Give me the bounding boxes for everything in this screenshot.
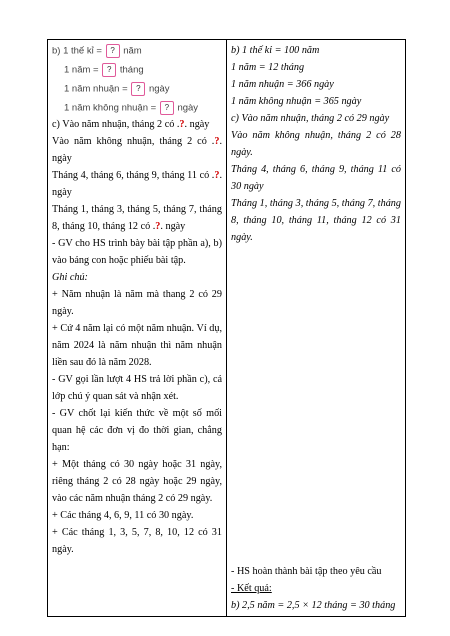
results-label: - Kết quả: xyxy=(231,583,272,594)
note-item-2: + Cứ 4 năm lại có một năm nhuận. Ví dụ, năm 2024 là năm nhuận thì năm nhuận liền sau đó là năm 2028. xyxy=(52,323,222,368)
question-c-30days: Tháng 4, tháng 6, tháng 9, tháng 11 có .?. ngày xyxy=(52,170,222,198)
answer-year: 1 năm = 12 tháng xyxy=(231,62,305,73)
answers-block xyxy=(231,42,401,246)
answer-c-30days: Tháng 4, tháng 6, tháng 9, tháng 11 có 30 ngày xyxy=(231,164,401,192)
note-item-1: + Năm nhuận là năm mà thang 2 có 29 ngày. xyxy=(52,289,222,317)
figure-line-year: 1 năm = ? tháng xyxy=(64,64,144,76)
answer-century: b) 1 thế kỉ = 100 năm xyxy=(231,45,320,56)
lesson-table xyxy=(47,39,406,617)
knowledge-item-3: + Các tháng 1, 3, 5, 7, 8, 10, 12 có 31 ngày. xyxy=(52,527,222,555)
answer-c-31days: Tháng 1, tháng 3, tháng 5, tháng 7, tháng 8, tháng 10, tháng 11, tháng 12 có 31 ngày. xyxy=(231,198,401,243)
question-box: ? xyxy=(102,63,116,77)
question-box: ? xyxy=(160,101,174,115)
question-box: ? xyxy=(131,82,145,96)
answer-c-common: Vào năm không nhuận, tháng 2 có 28 ngày. xyxy=(231,130,401,158)
question-c-leap: c) Vào năm nhuận, tháng 2 có .?. ngày xyxy=(52,119,210,130)
student-activity-cell xyxy=(227,40,406,617)
teacher-instruction-3: - GV chốt lại kiến thức về một số mối quan hệ các đơn vị đo thời gian, chẳng hạn: xyxy=(52,408,222,453)
question-box: ? xyxy=(106,44,120,58)
answer-common-year: 1 năm không nhuận = 365 ngày xyxy=(231,96,362,107)
student-task: - HS hoàn thành bài tập theo yêu cầu xyxy=(231,566,382,577)
knowledge-item-2: + Các tháng 4, 6, 9, 11 có 30 ngày. xyxy=(52,510,194,521)
question-c-31days: Tháng 1, tháng 3, tháng 5, tháng 7, tháng 8, tháng 10, tháng 12 có .?. ngày xyxy=(52,204,222,232)
answer-leap-year: 1 năm nhuận = 366 ngày xyxy=(231,79,334,90)
result-b: b) 2,5 năm = 2,5 × 12 tháng = 30 tháng xyxy=(231,600,396,611)
answer-c-leap: c) Vào năm nhuận, tháng 2 có 29 ngày xyxy=(231,113,390,124)
teacher-instruction-2: - GV gọi lần lượt 4 HS trả lời phần c), cả lớp chú ý quan sát và nhận xét. xyxy=(52,374,222,402)
figure-line-century: b) 1 thế kỉ = ? năm xyxy=(52,45,142,57)
teacher-instruction-1: - GV cho HS trình bày bài tập phần a), b) vào bảng con hoặc phiếu bài tập. xyxy=(52,238,222,266)
results-block xyxy=(231,563,401,614)
knowledge-item-1: + Một tháng có 30 ngày hoặc 31 ngày, riêng tháng 2 có 28 ngày hoặc 29 ngày, vào các năm nhuận tháng 2 có 29 ngày. xyxy=(52,459,222,504)
teacher-activity-cell xyxy=(48,40,227,617)
note-title: Ghi chú: xyxy=(52,272,88,283)
figure-line-leap-year: 1 năm nhuận = ? ngày xyxy=(64,83,170,95)
figure-line-common-year: 1 năm không nhuận = ? ngày xyxy=(64,102,199,114)
exercise-figure xyxy=(52,42,222,116)
question-c-common: Vào năm không nhuận, tháng 2 có .?. ngày xyxy=(52,136,222,164)
